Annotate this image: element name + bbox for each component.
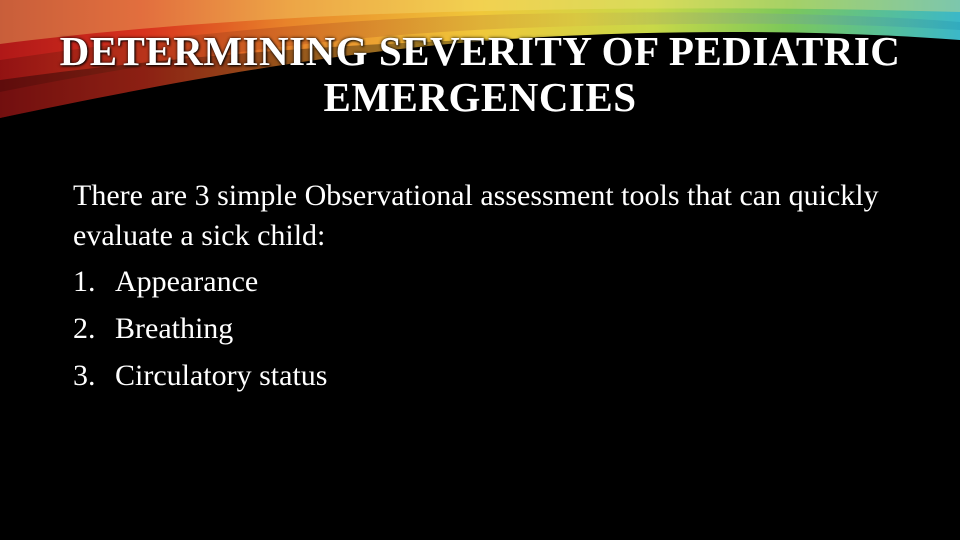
intro-text: There are 3 simple Observational assessment tools that can quickly evaluate a sick child: [73, 179, 879, 252]
slide-body [73, 176, 913, 399]
list-text: Circulatory status [115, 359, 328, 392]
assessment-tools-list [73, 258, 913, 399]
list-number: 1. [73, 265, 96, 298]
list-item [73, 305, 913, 352]
slide-title-line-1: DETERMINING SEVERITY OF PEDIATRIC [59, 28, 901, 74]
list-item [73, 258, 913, 305]
list-number: 3. [73, 359, 96, 392]
slide-title [0, 28, 960, 120]
list-text: Breathing [115, 312, 234, 345]
list-number: 2. [73, 312, 96, 345]
list-text: Appearance [115, 265, 259, 298]
slide-title-line-2: EMERGENCIES [323, 74, 637, 120]
list-item [73, 352, 913, 399]
